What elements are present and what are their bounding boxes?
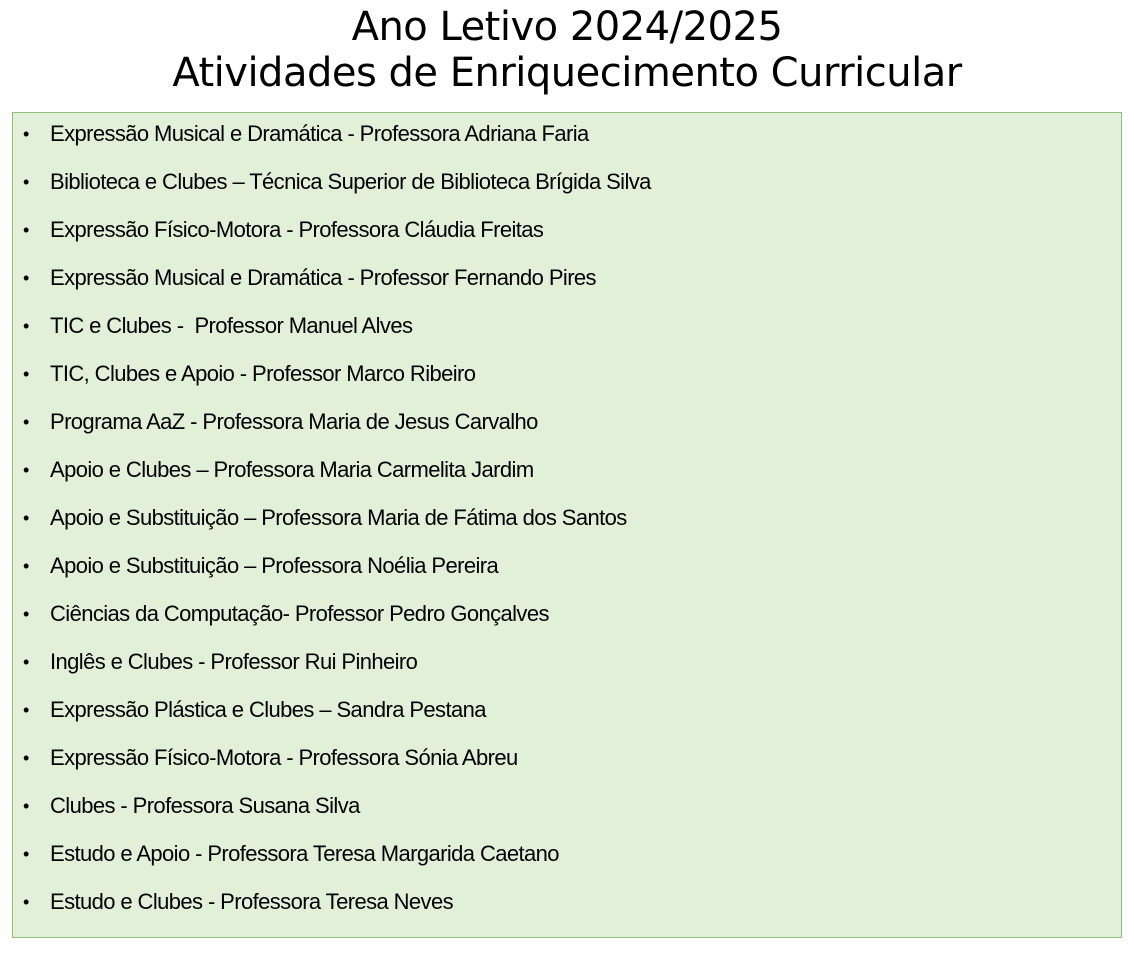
bullet-icon: • bbox=[23, 700, 29, 720]
bullet-icon: • bbox=[23, 892, 29, 912]
bullet-icon: • bbox=[23, 412, 29, 432]
list-item bbox=[13, 643, 1121, 691]
page-title bbox=[0, 4, 1134, 96]
bullet-icon: • bbox=[23, 844, 29, 864]
bullet-icon: • bbox=[23, 316, 29, 336]
list-item bbox=[13, 691, 1121, 739]
list-item-text: Biblioteca e Clubes – Técnica Superior de Biblioteca Brígida Silva bbox=[50, 169, 651, 194]
activities-panel bbox=[12, 112, 1122, 938]
list-item bbox=[13, 211, 1121, 259]
list-item bbox=[13, 451, 1121, 499]
bullet-icon: • bbox=[23, 652, 29, 672]
list-item-text: Estudo e Clubes - Professora Teresa Neves bbox=[50, 889, 453, 914]
list-item bbox=[13, 787, 1121, 835]
bullet-icon: • bbox=[23, 556, 29, 576]
bullet-icon: • bbox=[23, 124, 29, 144]
list-item bbox=[13, 739, 1121, 787]
list-item-text: Expressão Plástica e Clubes – Sandra Pestana bbox=[50, 697, 486, 722]
bullet-icon: • bbox=[23, 508, 29, 528]
list-item-text: Apoio e Clubes – Professora Maria Carmelita Jardim bbox=[50, 457, 534, 482]
list-item-text: Estudo e Apoio - Professora Teresa Margarida Caetano bbox=[50, 841, 559, 866]
list-item-text: Expressão Musical e Dramática - Professora Adriana Faria bbox=[50, 121, 589, 146]
activities-list bbox=[13, 115, 1121, 931]
list-item bbox=[13, 883, 1121, 931]
list-item-text: Expressão Musical e Dramática - Professor Fernando Pires bbox=[50, 265, 596, 290]
list-item-text: Apoio e Substituição – Professora Maria de Fátima dos Santos bbox=[50, 505, 627, 530]
list-item bbox=[13, 163, 1121, 211]
bullet-icon: • bbox=[23, 364, 29, 384]
bullet-icon: • bbox=[23, 172, 29, 192]
bullet-icon: • bbox=[23, 220, 29, 240]
bullet-icon: • bbox=[23, 460, 29, 480]
list-item-text: Expressão Físico-Motora - Professora Cláudia Freitas bbox=[50, 217, 544, 242]
list-item-text: Apoio e Substituição – Professora Noélia Pereira bbox=[50, 553, 499, 578]
list-item bbox=[13, 115, 1121, 163]
list-item-text: Programa AaZ - Professora Maria de Jesus Carvalho bbox=[50, 409, 538, 434]
bullet-icon: • bbox=[23, 604, 29, 624]
list-item-text: Expressão Físico-Motora - Professora Sónia Abreu bbox=[50, 745, 518, 770]
list-item bbox=[13, 547, 1121, 595]
list-item bbox=[13, 307, 1121, 355]
list-item bbox=[13, 355, 1121, 403]
list-item bbox=[13, 499, 1121, 547]
list-item-text: Clubes - Professora Susana Silva bbox=[50, 793, 360, 818]
bullet-icon: • bbox=[23, 748, 29, 768]
list-item bbox=[13, 403, 1121, 451]
list-item bbox=[13, 259, 1121, 307]
list-item-text: TIC, Clubes e Apoio - Professor Marco Ribeiro bbox=[50, 361, 476, 386]
list-item bbox=[13, 595, 1121, 643]
bullet-icon: • bbox=[23, 268, 29, 288]
list-item bbox=[13, 835, 1121, 883]
title-line-activities: Atividades de Enriquecimento Curricular bbox=[172, 50, 962, 96]
title-line-school-year: Ano Letivo 2024/2025 bbox=[351, 4, 783, 50]
list-item-text: TIC e Clubes - Professor Manuel Alves bbox=[50, 313, 413, 338]
list-item-text: Inglês e Clubes - Professor Rui Pinheiro bbox=[50, 649, 418, 674]
bullet-icon: • bbox=[23, 796, 29, 816]
list-item-text: Ciências da Computação- Professor Pedro Gonçalves bbox=[50, 601, 549, 626]
